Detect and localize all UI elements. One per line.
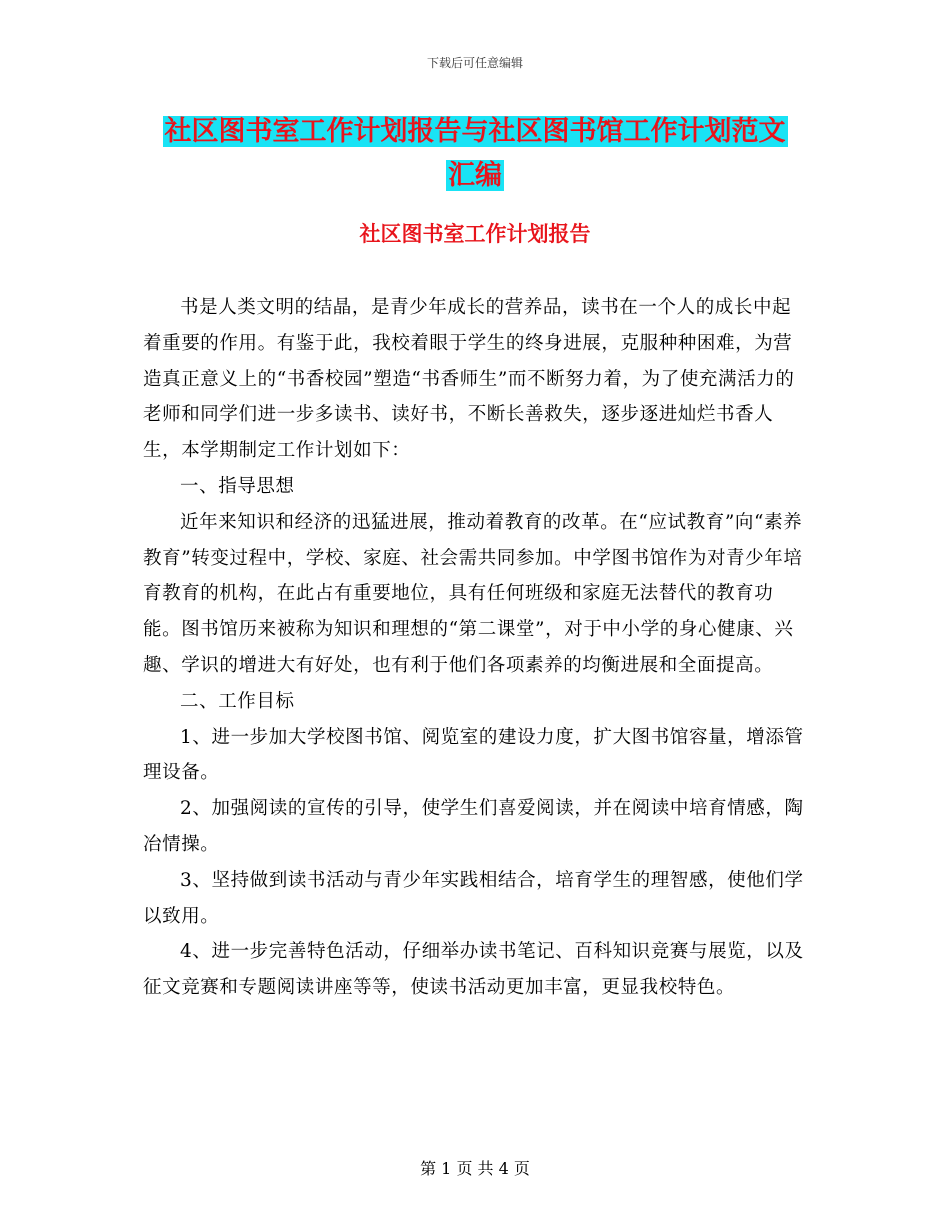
header-note: 下载后可任意编辑 [426, 56, 523, 70]
body-text [143, 290, 809, 1006]
paragraph-intro: 书是人类文明的结晶，是青少年成长的营养品，读书在一个人的成长中起着重要的作用。有鉴于此，我校着眼于学生的终身进展，克服种种困难，为营造真正意义上的“书香校园”塑造“书香师生”而不断努力着，为了使充满活力的老师和同学们进一步多读书、读好书，不断长善救失，逐步逐进灿烂书香人生，本学期制定工作计划如下： [143, 297, 795, 462]
paragraph-guiding-idea: 近年来知识和经济的迅猛进展，推动着教育的改革。在“应试教育”向“素养教育”转变过程中，学校、家庭、社会需共同参加。中学图书馆作为对青少年培育教育的机构，在此占有重要地位，具有任何班级和家庭无法替代的教育功能。图书馆历来被称为知识和理想的“第二课堂”，对于中小学的身心健康、兴趣、学识的增进大有好处，也有利于他们各项素养的均衡进展和全面提高。 [143, 511, 803, 676]
heading-work-goals: 二、工作目标 [180, 690, 295, 712]
paragraph-goal-1: 1、进一步加大学校图书馆、阅览室的建设力度，扩大图书馆容量，增添管理设备。 [143, 726, 804, 784]
title-line-1: 社区图书室工作计划报告与社区图书馆工作计划范文 [164, 116, 786, 147]
document-title [0, 110, 950, 198]
heading-guiding-idea: 一、指导思想 [180, 475, 295, 497]
paragraph-goal-2: 2、加强阅读的宣传的引导，使学生们喜爱阅读，并在阅读中培育情感，陶冶情操。 [143, 798, 804, 855]
paragraph-goal-3: 3、坚持做到读书活动与青少年实践相结合，培育学生的理智感，使他们学以致用。 [143, 869, 804, 927]
title-line-2: 汇编 [448, 160, 502, 191]
paragraph-goal-4: 4、进一步完善特色活动，仔细举办读书笔记、百科知识竞赛与展览，以及征文竞赛和专题阅读讲座等等，使读书活动更加丰富，更显我校特色。 [143, 941, 804, 999]
section-title: 社区图书室工作计划报告 [359, 221, 591, 246]
page-footer: 第 1 页 共 4 页 [420, 1159, 530, 1178]
